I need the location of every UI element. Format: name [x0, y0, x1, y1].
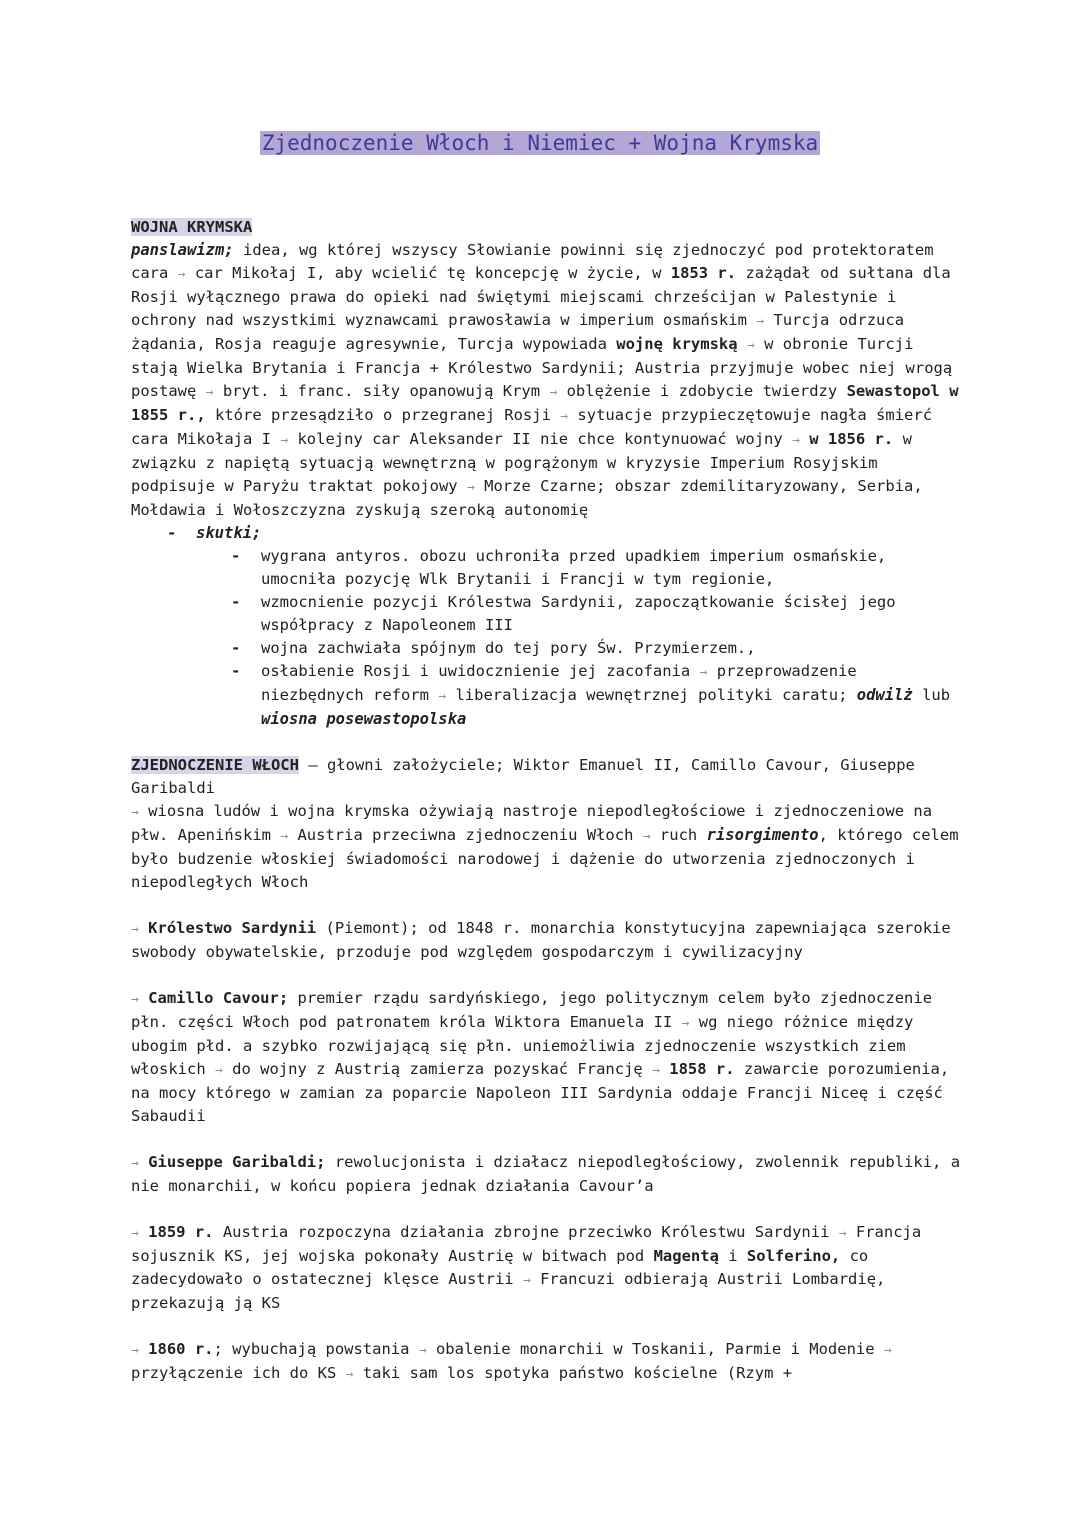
arrow-icon: → [205, 385, 214, 400]
effects-label: - skutki; [131, 522, 961, 545]
arrow-icon: → [466, 480, 475, 495]
italy-heading-line: ZJEDNOCZENIE WŁOCH – głowni założyciele; Wiktor Emanuel II, Camillo Cavour, Giuseppe Garibaldi [131, 756, 915, 797]
arrow-icon: → [131, 805, 139, 820]
arrow-icon: → [560, 409, 569, 424]
crimean-war-paragraph: panslawizm; idea, wg której wszyscy Słowianie powinni się zjednoczyć pod protektoratem cara → car Mikołaj I, aby wcielić tę koncepcję w życie, w 1853 r. zażądał od sułtana dla Rosji wyłącznego prawa do opieki nad świętymi miejscami chrześcijan w Palestynie i ochrony nad wszystkimi wyznawcami prawosławia w imperium osmańskim → Turcja odrzuca żądania, Rosja reaguje agresywnie, Turcja wypowiada wojnę krymską → w obronie Turcji stają Wielka Brytania i Francja + Królestwo Sardynii; Austria przyjmuje wobec niej wrogą postawę → bryt. i franc. siły opanowują Krym → oblężenie i zdobycie twierdzy Sewastopol w 1855 r., które przesądziło o przegranej Rosji → sytuacje przypieczętowuje nagła śmierć cara Mikołaja I → kolejny car Aleksander II nie chce kontynuować wojny → w 1856 r. w związku z napiętą sytuacją wewnętrzną w pogrążonym w kryzysie Imperium Rosyjskim podpisuje w Paryżu traktat pokojowy → Morze Czarne; obszar zdemilitaryzowany, Serbia, Mołdawia i Wołoszczyzna zyskują szeroką autonomię [131, 241, 959, 519]
italy-intro: → wiosna ludów i wojna krymska ożywiają nastroje niepodległościowe i zjednoczeniowe na płw. Apenińskim → Austria przeciwna zjednoczeniu Włoch → ruch risorgimento, którego celem było budzenie włoskiej świadomości narodowej i dążenie do utworzenia zjednoczonych i niepodległych Włoch [131, 802, 959, 891]
arrow-icon: → [681, 1016, 690, 1031]
cavour-paragraph: → Camillo Cavour; premier rządu sardyńskiego, jego politycznym celem było zjednoczenie płn. części Włoch pod patronatem króla Wiktora Emanuela II → wg niego różnice między ubogim płd. a szybko rozwijającą się płn. uniemożliwia zjednoczenie wszystkich ziem włoskich → do wojny z Austrią zamierza pozyskać Francję → 1858 r. zawarcie porozumienia, na mocy którego w zamian za poparcie Napoleon III Sardynia oddaje Francji Niceę i część Sabaudii [131, 989, 950, 1125]
arrow-icon: → [280, 433, 289, 448]
arrow-icon: → [280, 829, 289, 844]
arrow-icon: → [177, 267, 186, 282]
arrow-icon: → [792, 433, 800, 448]
arrow-icon: → [699, 665, 708, 680]
list-item: - osłabienie Rosji i uwidocznienie jej zacofania → przeprowadzenie niezbędnych reform → liberalizacja wewnętrznej polityki caratu; odwilż lub wiosna posewastopolska [131, 660, 961, 731]
arrow-icon: → [345, 1367, 354, 1382]
list-item: - wygrana antyros. obozu uchroniła przed upadkiem imperium osmańskie, umocniła pozycję Wlk Brytanii i Francji w tym regionie, [131, 545, 961, 591]
arrow-icon: → [418, 1343, 427, 1358]
arrow-icon: → [438, 689, 447, 704]
arrow-icon: → [131, 1226, 139, 1241]
garibaldi-paragraph: → Giuseppe Garibaldi; rewolucjonista i działacz niepodległościowy, zwolennik republiki, a nie monarchii, w końcu popiera jednak działania Cavour’a [131, 1153, 961, 1195]
arrow-icon: → [838, 1226, 847, 1241]
document-title-text: Zjednoczenie Włoch i Niemiec + Wojna Krymska [261, 131, 819, 155]
arrow-icon: → [549, 385, 558, 400]
document-body [131, 216, 961, 1386]
list-item: - wojna zachwiała spójnym do tej pory Św. Przymierzem., [131, 637, 961, 660]
arrow-icon: → [652, 1063, 660, 1078]
arrow-icon: → [215, 1063, 223, 1078]
list-item: - wzmocnienie pozycji Królestwa Sardynii, zapoczątkowanie ścisłej jego współpracy z Napoleonem III [131, 591, 961, 637]
year-1860-paragraph: → 1860 r.; wybuchają powstania → obalenie monarchii w Toskanii, Parmie i Modenie → przyłączenie ich do KS → taki sam los spotyka państwo kościelne (Rzym + [131, 1340, 892, 1382]
arrow-icon: → [642, 829, 651, 844]
arrow-icon: → [131, 992, 139, 1007]
sardinia-paragraph: → Królestwo Sardynii (Piemont); od 1848 r. monarchia konstytucyjna zapewniająca szerokie swobody obywatelskie, przoduje pod względem gospodarczym i cywilizacyjny [131, 919, 951, 961]
arrow-icon: → [883, 1343, 892, 1358]
arrow-icon: → [756, 314, 765, 329]
italy-heading: ZJEDNOCZENIE WŁOCH [131, 756, 299, 774]
arrow-icon: → [131, 1156, 139, 1171]
document-title [0, 128, 1080, 158]
arrow-icon: → [746, 338, 755, 353]
crimean-war-heading: WOJNA KRYMSKA [131, 218, 253, 236]
arrow-icon: → [522, 1273, 531, 1288]
arrow-icon: → [131, 922, 139, 937]
effects-list [131, 522, 961, 731]
arrow-icon: → [131, 1343, 139, 1358]
year-1859-paragraph: → 1859 r. Austria rozpoczyna działania zbrojne przeciwko Królestwu Sardynii → Francja sojusznik KS, jej wojska pokonały Austrię w bitwach pod Magentą i Solferino, co zadecydowało o ostatecznej klęsce Austrii → Francuzi odbierają Austrii Lombardię, przekazują ją KS [131, 1223, 922, 1312]
